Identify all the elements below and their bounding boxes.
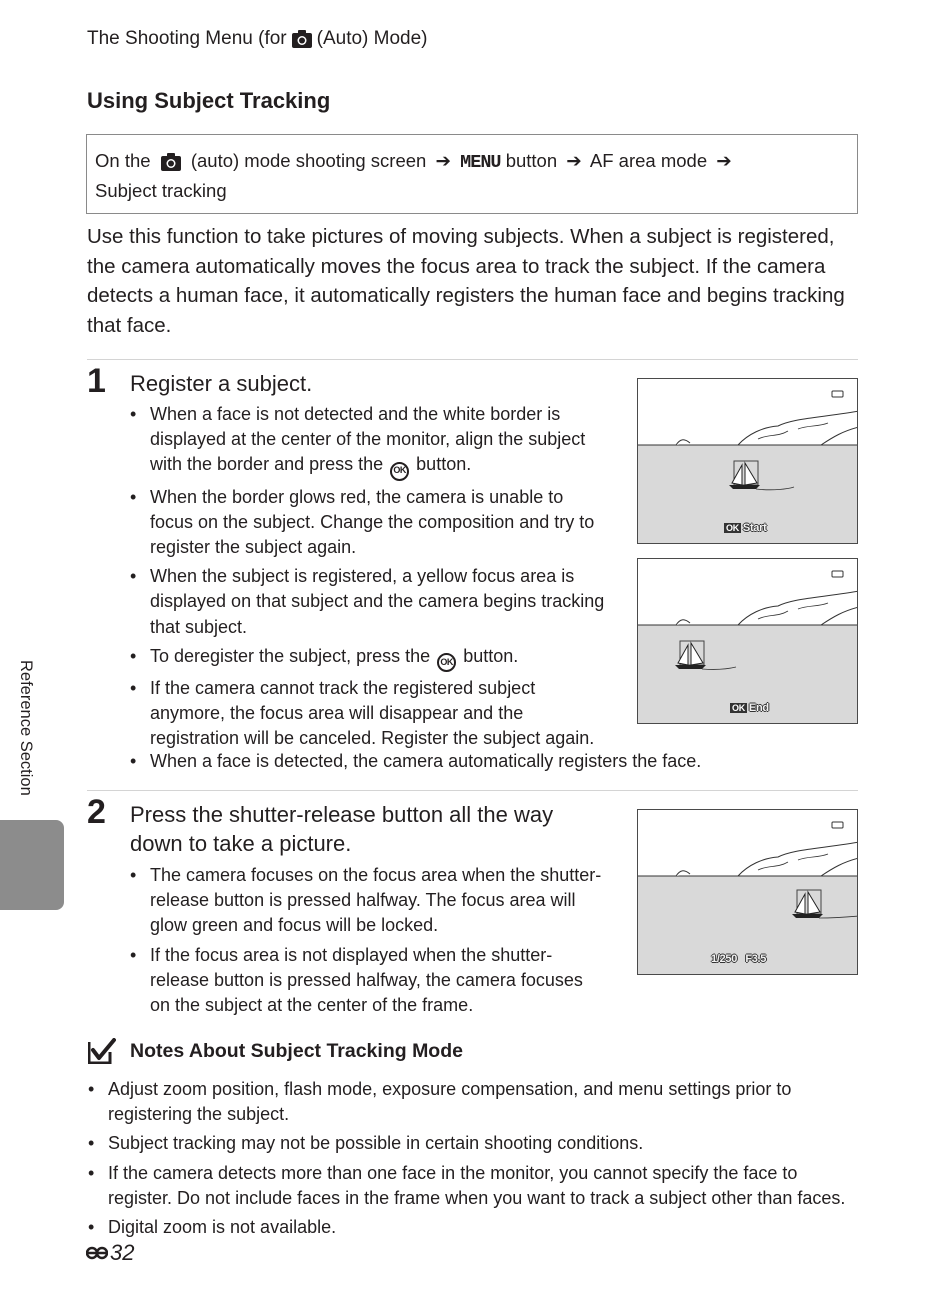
scene-sailboat-illustration xyxy=(638,379,858,544)
monitor-illustration-start xyxy=(637,378,858,544)
list-item: • When the border glows red, the camera is unable to focus on the subject. Change the composition and try to register the subject again. xyxy=(130,485,610,561)
ok-badge: OK xyxy=(726,523,739,533)
scene-sailboat-illustration xyxy=(638,810,858,975)
list-item xyxy=(130,644,610,672)
reference-section-icon xyxy=(86,1245,108,1261)
bullet-text: button. xyxy=(463,645,519,666)
list-item: • Adjust zoom position, flash mode, exposure compensation, and menu settings prior to registering the subject. xyxy=(88,1077,863,1127)
section-title: Using Subject Tracking xyxy=(87,88,331,113)
monitor-illustration-end xyxy=(637,558,858,724)
arrow-right-icon: ➔ xyxy=(566,150,582,171)
ok-badge: OK xyxy=(732,703,745,713)
intro-paragraph: Use this function to take pictures of moving subjects. When a subject is registered, the camera automatically moves the focus area to track the subject. If the camera detects a human face, it automatically registers the human face and begins tracking that face. xyxy=(87,225,845,337)
scene-sailboat-illustration xyxy=(638,559,858,724)
ok-button-icon: OK xyxy=(390,462,409,481)
step-2-bullets xyxy=(130,863,605,1022)
aperture-value: F3.5 xyxy=(745,953,767,965)
nav-button-word: button xyxy=(505,150,558,171)
step-number: 2 xyxy=(87,793,106,831)
list-item: • The camera focuses on the focus area when the shutter-release button is pressed halfway. The focus area will glow green and focus will be locked. xyxy=(130,863,605,939)
arrow-right-icon: ➔ xyxy=(716,150,732,171)
notes-heading xyxy=(88,1038,463,1064)
monitor-illustration-shooting xyxy=(637,809,858,975)
list-item: • When a face is detected, the camera automatically registers the face. xyxy=(130,749,850,774)
osd-text: Start xyxy=(742,522,767,534)
osd-end-label xyxy=(730,702,769,714)
nav-target: Subject tracking xyxy=(95,180,227,201)
notes-list xyxy=(88,1077,863,1244)
header-title-suffix: (Auto) Mode) xyxy=(316,28,428,49)
menu-button-label: MENU xyxy=(460,152,501,173)
step-1-bullets-extra xyxy=(130,749,850,778)
camera-icon xyxy=(292,30,312,48)
ok-button-icon: OK xyxy=(437,653,456,672)
camera-icon xyxy=(161,153,181,171)
header-title-prefix: The Shooting Menu (for xyxy=(87,28,287,49)
list-item xyxy=(130,402,610,481)
nav-mode: (auto) mode shooting screen xyxy=(190,150,427,171)
page-number xyxy=(86,1240,134,1266)
bullet-text: When a face is not detected and the white border is displayed at the center of the monitor, align the subject with the border and press the xyxy=(150,404,586,475)
osd-start-label xyxy=(724,522,766,534)
running-header xyxy=(87,28,428,50)
side-section-tab xyxy=(0,820,64,910)
list-item: • Subject tracking may not be possible in certain shooting conditions. xyxy=(88,1131,863,1156)
nav-prefix: On the xyxy=(95,150,151,171)
bullet-text: button. xyxy=(416,454,472,475)
navigation-path-box xyxy=(86,134,858,214)
page-number-text: 32 xyxy=(110,1240,135,1265)
step-title: Press the shutter-release button all the way down to take a picture. xyxy=(130,802,554,856)
side-section-label: Reference Section xyxy=(17,660,35,796)
step-1-bullets xyxy=(130,402,610,755)
list-item: • If the focus area is not displayed when the shutter-release button is pressed halfway, the camera focuses on the subject at the center of the frame. xyxy=(130,943,605,1019)
checkmark-note-icon xyxy=(88,1038,116,1064)
list-item: • When the subject is registered, a yellow focus area is displayed on that subject and the camera begins tracking that subject. xyxy=(130,564,610,640)
divider xyxy=(87,790,858,791)
arrow-right-icon: ➔ xyxy=(435,150,451,171)
step-number: 1 xyxy=(87,362,106,400)
list-item: • If the camera cannot track the registered subject anymore, the focus area will disappear and the registration will be canceled. Register the subject again. xyxy=(130,676,610,752)
nav-af-area-mode: AF area mode xyxy=(589,150,708,171)
list-item: • Digital zoom is not available. xyxy=(88,1215,863,1240)
list-item: • If the camera detects more than one face in the monitor, you cannot specify the face to register. Do not include faces in the frame when you want to track a subject other than faces. xyxy=(88,1161,863,1211)
notes-title: Notes About Subject Tracking Mode xyxy=(130,1039,463,1062)
bullet-text: To deregister the subject, press the xyxy=(150,645,431,666)
osd-exposure-readout xyxy=(711,953,766,965)
divider xyxy=(87,359,858,360)
osd-text: End xyxy=(748,702,769,714)
shutter-speed: 1/250 xyxy=(711,953,738,965)
step-title: Register a subject. xyxy=(130,371,313,396)
